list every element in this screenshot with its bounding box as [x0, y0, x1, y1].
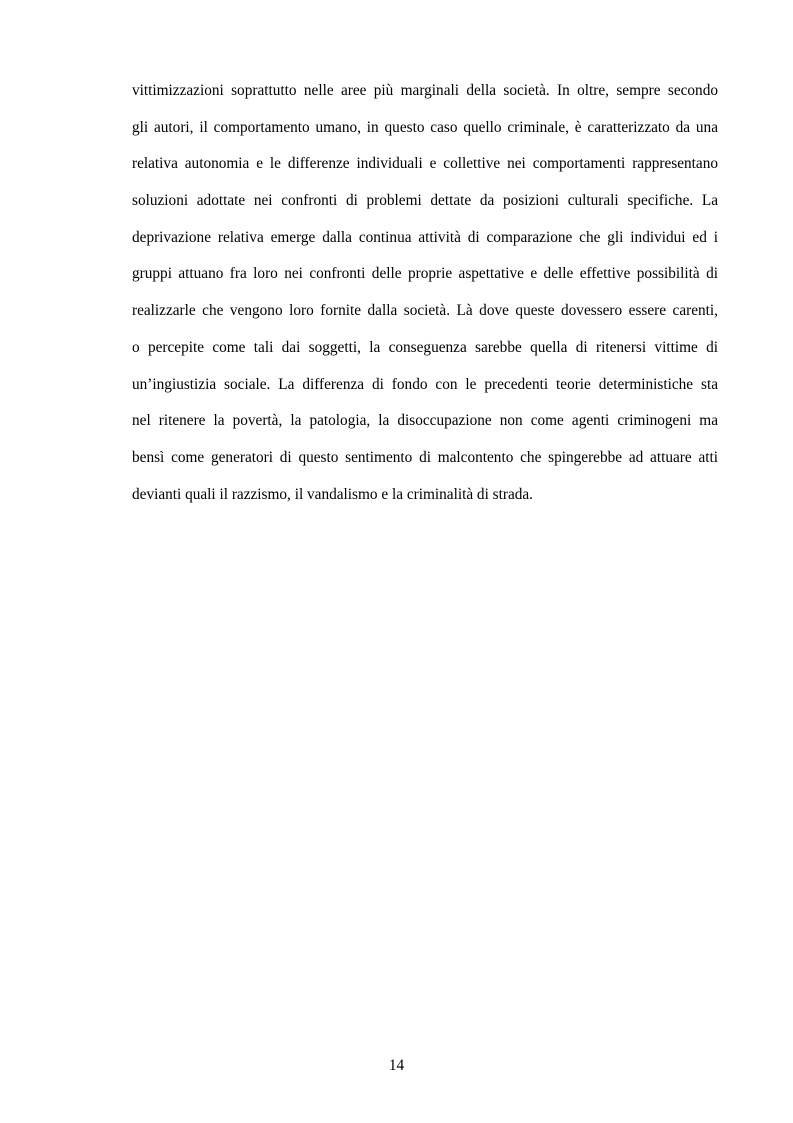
paragraph-line: gruppi attuano fra loro nei confronti delle proprie aspettative e delle effettive possibilità di — [132, 265, 718, 283]
paragraph-line-last: devianti quali il razzismo, il vandalismo e la criminalità di strada. — [132, 485, 533, 503]
paragraph-line: nel ritenere la povertà, la patologia, la disoccupazione non come agenti criminogeni ma — [132, 412, 718, 430]
paragraph-line: o percepite come tali dai soggetti, la conseguenza sarebbe quella di ritenersi vittime di — [132, 338, 718, 356]
paragraph-line: un’ingiustizia sociale. La differenza di fondo con le precedenti teorie deterministiche sta — [132, 375, 718, 393]
paragraph-line: gli autori, il comportamento umano, in questo caso quello criminale, è caratterizzato da una — [132, 118, 718, 136]
paragraph-line: soluzioni adottate nei confronti di problemi dettate da posizioni culturali specifiche. La — [132, 192, 718, 210]
paragraph-line: vittimizzazioni soprattutto nelle aree più marginali della società. In oltre, sempre secondo — [132, 82, 718, 99]
body-paragraph — [132, 73, 718, 513]
paragraph-line: relativa autonomia e le differenze individuali e collettive nei comportamenti rappresentano — [132, 155, 718, 173]
paragraph-line: deprivazione relativa emerge dalla continua attività di comparazione che gli individui ed i — [132, 228, 718, 246]
paragraph-line: realizzarle che vengono loro fornite dalla società. Là dove queste dovessero essere carenti, — [132, 302, 718, 320]
page-number: 14 — [388, 1057, 405, 1074]
paragraph-line: bensì come generatori di questo sentimento di malcontento che spingerebbe ad attuare atti — [132, 448, 718, 466]
